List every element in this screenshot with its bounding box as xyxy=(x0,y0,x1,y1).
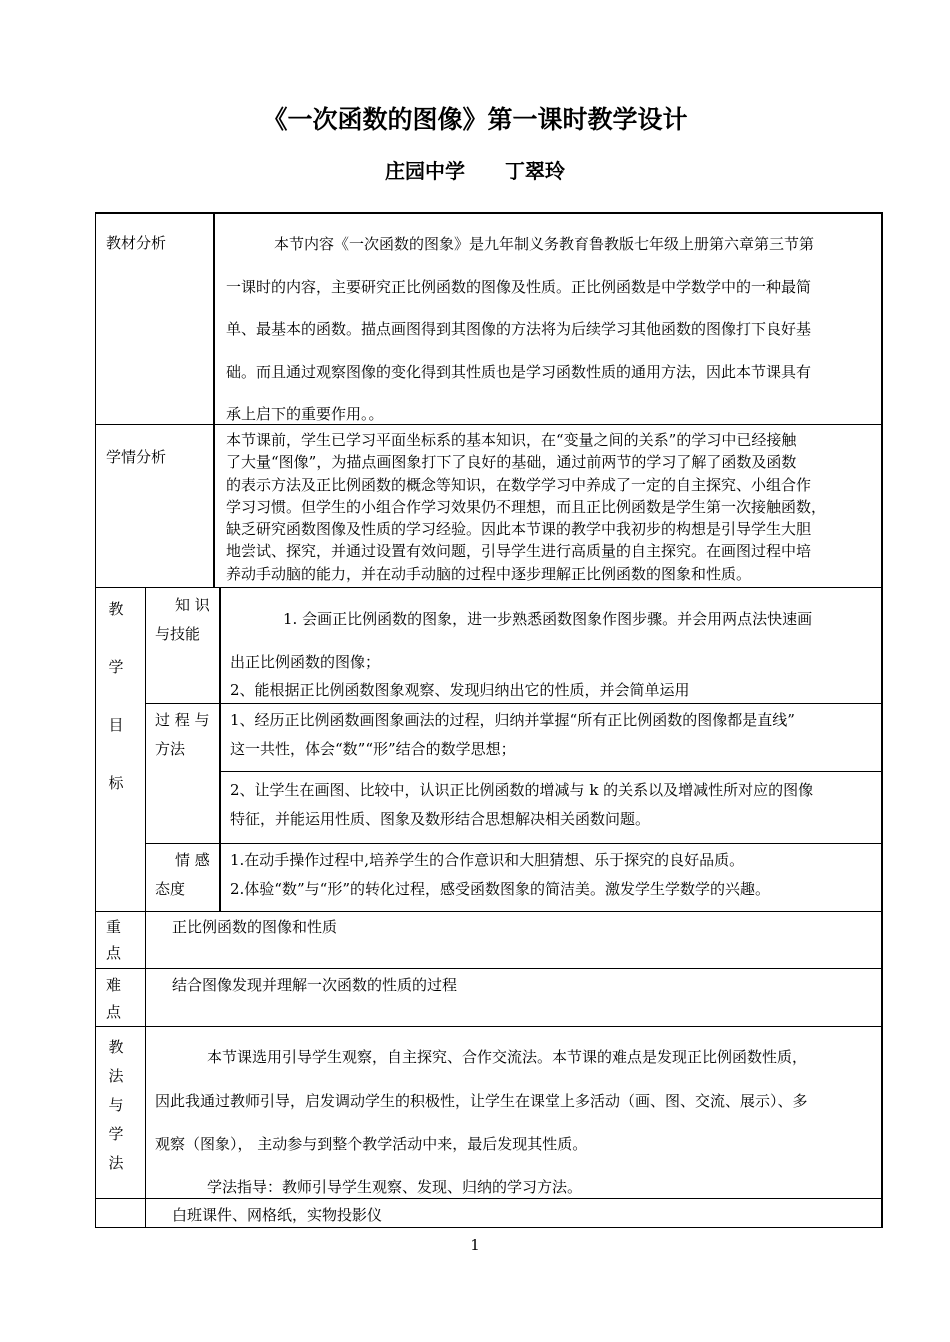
xueqing-line: 地尝试、探究，并通过设置有效问题，引导学生进行高质量的自主探究。在画图过程中培 xyxy=(226,542,812,561)
jiaocai-label: 教材分析 xyxy=(106,234,167,252)
jiaofa-char: 法 xyxy=(108,1067,124,1085)
jiaofa-line-4: 学法指导：教师引导学生观察、发现、归纳的学习方法。 xyxy=(207,1178,583,1196)
qinggan-line-2: 2.体验“数”与“形”的转化过程，感受函数图象的简洁美。激发学生学数学的兴趣。 xyxy=(230,880,770,898)
zhongdian-text: 正比例函数的图像和性质 xyxy=(172,918,338,936)
mubiao-char: 标 xyxy=(108,774,124,792)
xueqing-label: 学情分析 xyxy=(106,448,167,466)
guocheng-b-line-1: 2、让学生在画图、比较中，认识正比例函数的增减与 k 的关系以及增减性所对应的图像 xyxy=(230,781,814,799)
jiaofa-line-1: 本节课选用引导学生观察，自主探究、合作交流法。本节课的难点是发现正比例函数性质， xyxy=(207,1048,808,1066)
nandian-label-1: 难 xyxy=(106,976,122,994)
zhishi-line-3: 2、能根据正比例函数图象观察、发现归纳出它的性质，并会简单运用 xyxy=(230,681,690,699)
jiaocai-text xyxy=(226,223,814,436)
materials-text: 白班课件、网格纸，实物投影仪 xyxy=(172,1206,383,1224)
row-line xyxy=(95,1198,883,1199)
jiaocai-line: 一课时的内容，主要研究正比例函数的图像及性质。正比例函数是中学数学中的一种最简 xyxy=(226,277,812,296)
zhishi-line-2: 出正比例函数的图像； xyxy=(230,653,381,671)
row-line xyxy=(145,703,882,704)
guocheng-a-line-1: 1、经历正比例函数画图象画法的过程，归纳并掌握“所有正比例函数的图像都是直线” xyxy=(230,711,795,729)
jiaocai-line: 本节内容《一次函数的图象》是九年制义务教育鲁教版七年级上册第六章第三节第 xyxy=(274,235,815,253)
row-line xyxy=(95,911,883,912)
school-name: 庄园中学 xyxy=(385,159,465,183)
table-bottom-border xyxy=(95,1227,883,1228)
jiaofa-char: 法 xyxy=(108,1154,124,1172)
qinggan-line-1: 1.在动手操作过程中,培养学生的合作意识和大胆猜想、乐于探究的良好品质。 xyxy=(230,851,745,869)
page-title: 《一次函数的图像》第一课时教学设计 xyxy=(262,105,688,134)
nandian-text: 结合图像发现并理解一次函数的性质的过程 xyxy=(172,976,458,994)
row-line xyxy=(95,1026,883,1027)
jiaofa-line-2: 因此我通过教师引导，启发调动学生的积极性，让学生在课堂上多活动（画、图、交流、展示）、多 xyxy=(155,1092,808,1110)
xueqing-line: 的表示方法及正比例函数的概念等知识，在数学学习中养成了一定的自主探究、小组合作 xyxy=(226,475,812,494)
guocheng-label-2: 方法 xyxy=(155,740,186,758)
table-right-border xyxy=(881,212,883,1228)
row-line xyxy=(95,968,883,969)
xueqing-text xyxy=(226,429,826,585)
zhishi-line-1: 1. 会画正比例函数的图象，进一步熟悉函数图象作图步骤。并会用两点法快速画 xyxy=(283,610,813,628)
zhongdian-label-2: 点 xyxy=(106,944,122,962)
mubiao-char: 学 xyxy=(108,658,124,676)
jiaofa-label xyxy=(104,1036,128,1181)
zhongdian-label-1: 重 xyxy=(106,918,122,936)
jiaofa-char: 教 xyxy=(108,1038,124,1056)
jiaocai-line: 承上启下的重要作用。。 xyxy=(226,405,384,423)
xueqing-line: 缺乏研究函数图像及性质的学习经验。因此本节课的教学中我初步的构想是引导学生大胆 xyxy=(226,520,812,539)
col-line xyxy=(145,587,146,911)
guocheng-b-line-2: 特征，并能运用性质、图象及数形结合思想解决相关函数问题。 xyxy=(230,810,651,828)
author-name: 丁翠玲 xyxy=(505,159,565,183)
page-number: 1 xyxy=(470,1236,480,1254)
nandian-label-2: 点 xyxy=(106,1003,122,1021)
col-line xyxy=(213,212,215,588)
col-line xyxy=(219,587,221,911)
mubiao-label xyxy=(104,598,128,830)
mubiao-char: 目 xyxy=(108,716,124,734)
row-line xyxy=(219,771,882,772)
row-line xyxy=(145,843,882,844)
jiaocai-line: 单、最基本的函数。描点画图得到其图像的方法将为后续学习其他函数的图像打下良好基 xyxy=(226,320,812,338)
mubiao-char: 教 xyxy=(108,600,124,618)
jiaofa-char: 学 xyxy=(108,1125,124,1143)
xueqing-line: 学习习惯。但学生的小组合作学习效果仍不理想，而且正比例函数是学生第一次接触函数， xyxy=(226,497,827,516)
table-left-border xyxy=(95,212,96,1228)
guocheng-label-1: 过 程 与 xyxy=(155,711,210,729)
jiaofa-line-3: 观察（图象）， 主动参与到整个教学活动中来，最后发现其性质。 xyxy=(155,1135,588,1153)
col-line xyxy=(145,911,146,1228)
zhishi-label-1: 知 识 xyxy=(175,596,210,614)
jiaocai-line: 础。而且通过观察图像的变化得到其性质也是学习函数性质的通用方法，因此本节课具有 xyxy=(226,362,812,381)
xueqing-line: 了大量“图像”，为描点画图象打下了良好的基础，通过前两节的学习了解了函数及函数 xyxy=(226,453,797,472)
xueqing-line: 养动手动脑的能力，并在动手动脑的过程中逐步理解正比例函数的图象和性质。 xyxy=(226,564,752,583)
jiaofa-char: 与 xyxy=(108,1096,124,1114)
qinggan-label-2: 态度 xyxy=(155,880,186,898)
xueqing-line: 本节课前，学生已学习平面坐标系的基本知识，在“变量之间的关系”的学习中已经接触 xyxy=(226,431,797,449)
qinggan-label-1: 情 感 xyxy=(175,851,210,869)
zhishi-label-2: 与技能 xyxy=(155,625,201,643)
guocheng-a-line-2: 这一共性，体会“数”“形”结合的数学思想； xyxy=(230,740,516,758)
